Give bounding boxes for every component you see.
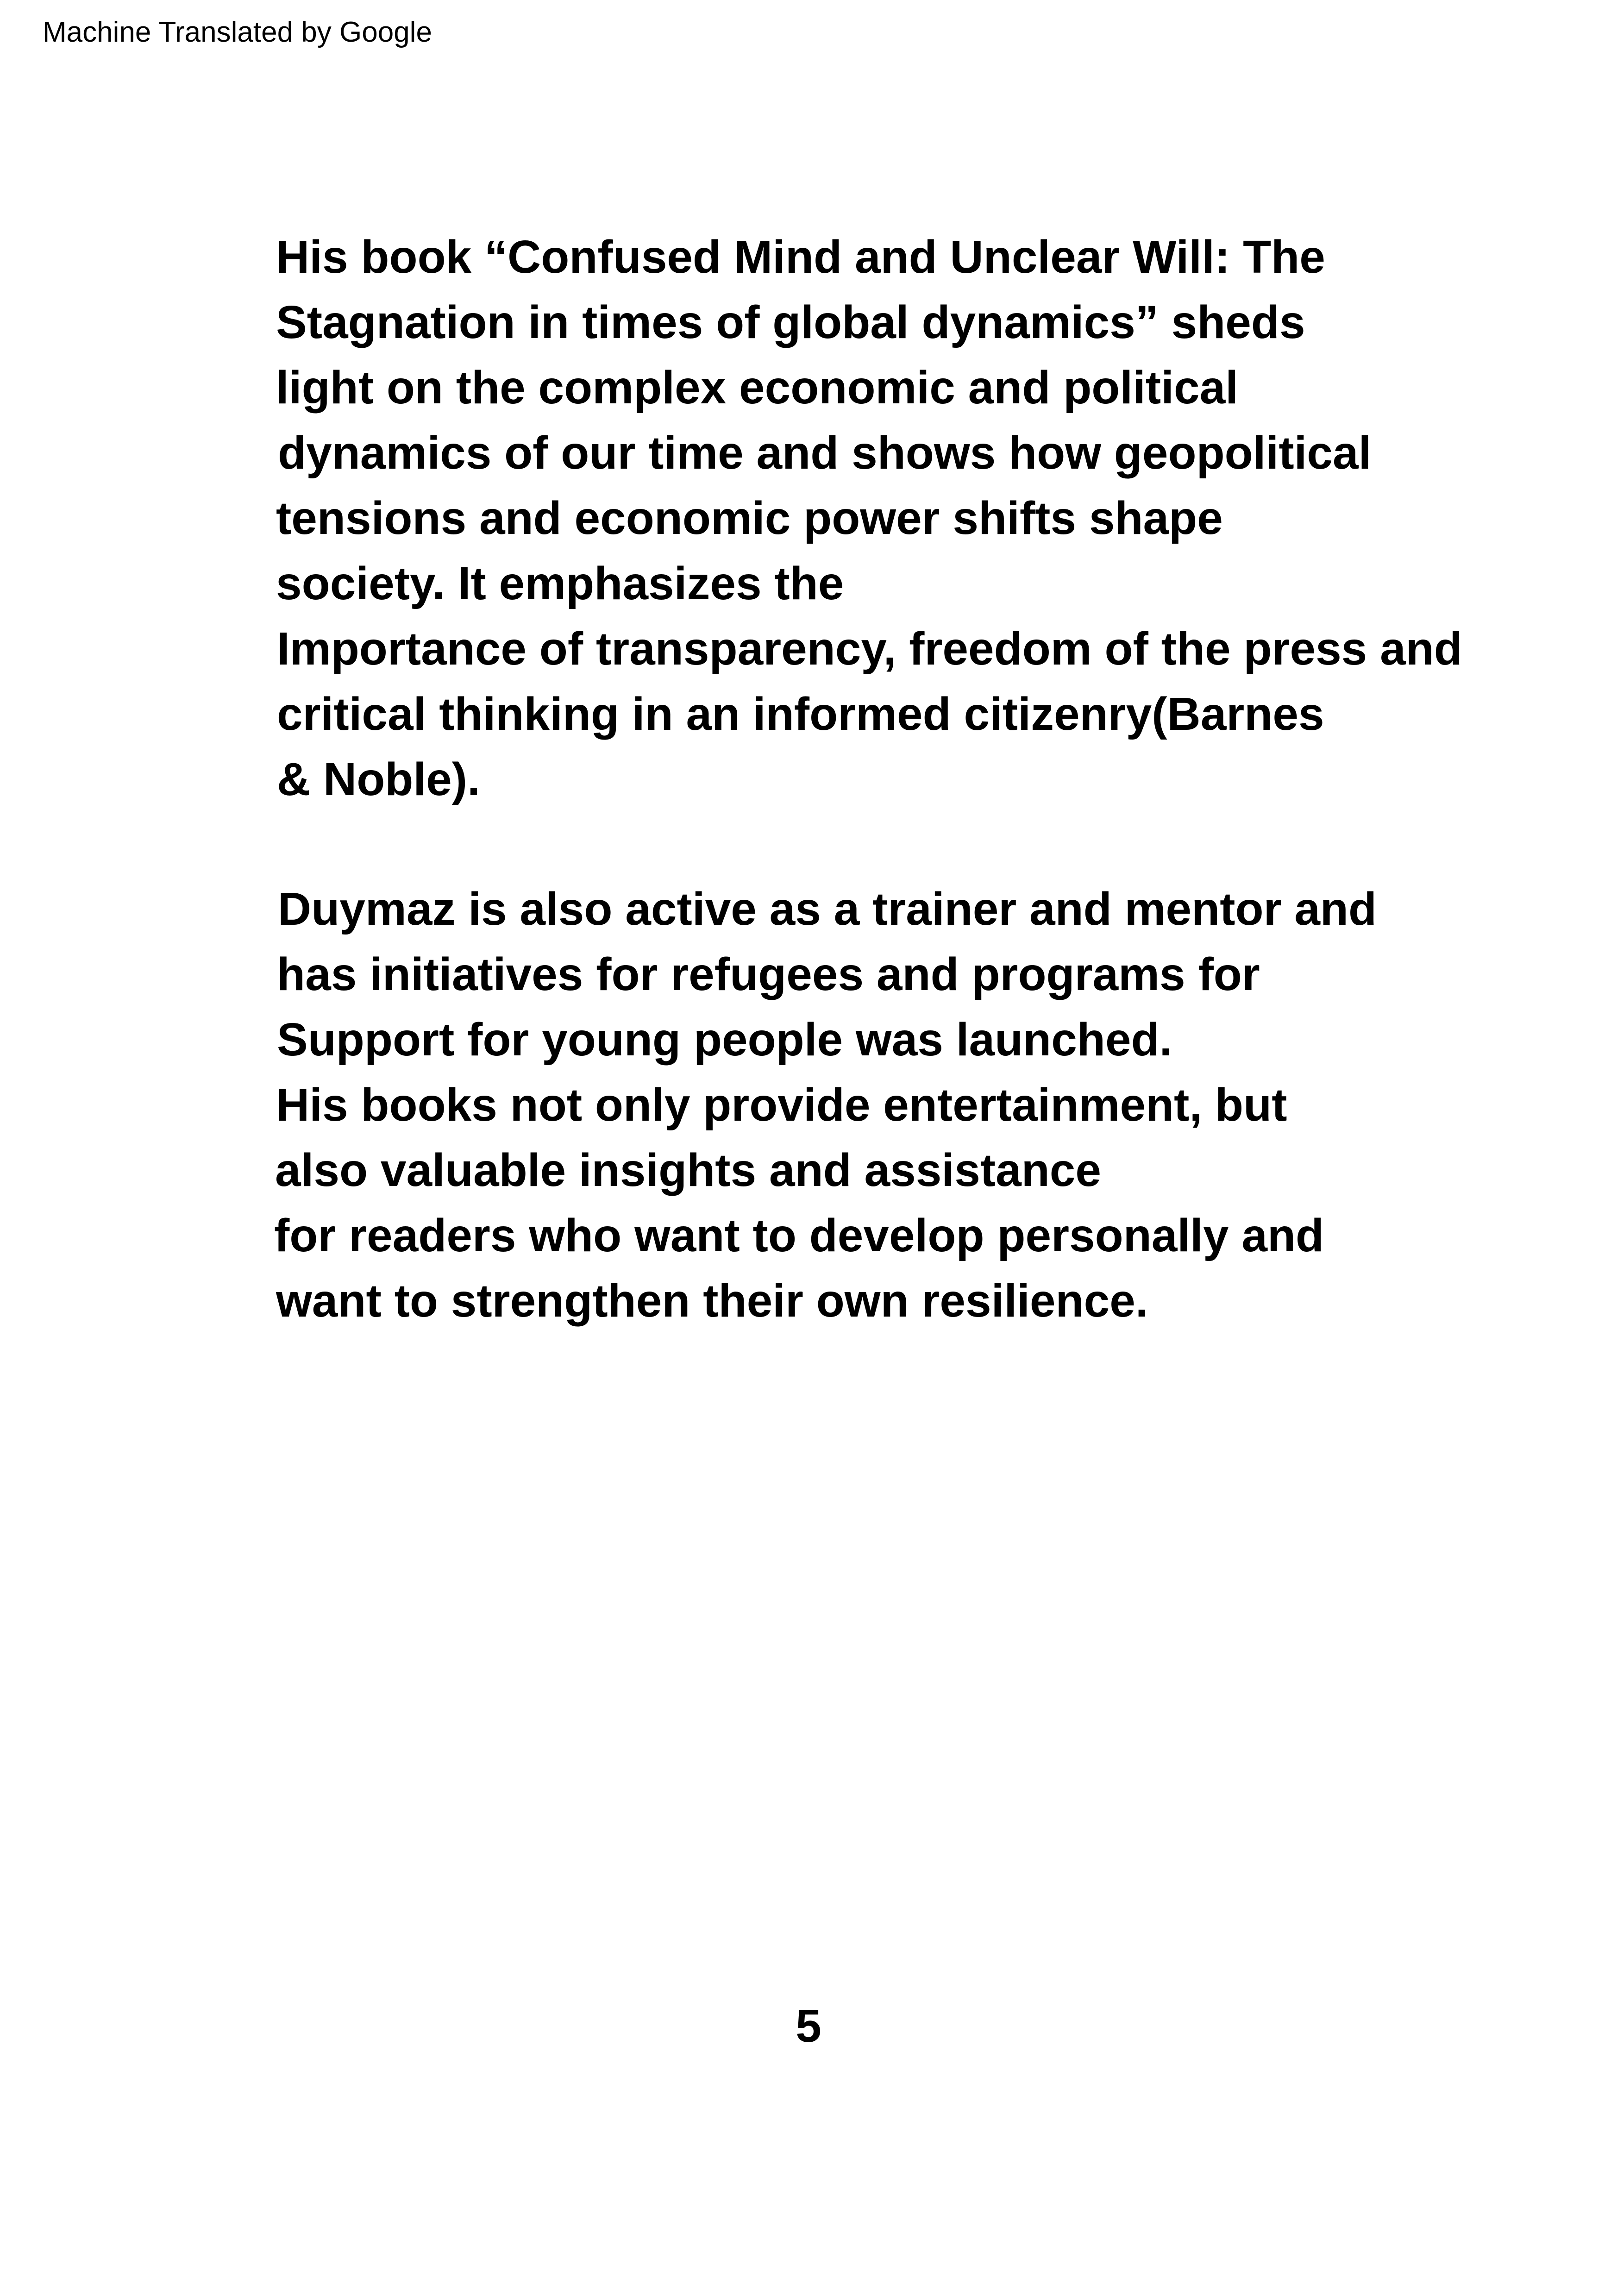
paragraph-line: Support for young people was launched. [277, 1014, 1172, 1066]
paragraph-line: dynamics of our time and shows how geopolitical [278, 427, 1372, 479]
paragraph-line: critical thinking in an informed citizenry(Barnes [277, 688, 1324, 740]
machine-translation-note: Machine Translated by Google [43, 16, 432, 48]
paragraph-line: want to strengthen their own resilience. [276, 1275, 1148, 1327]
paragraph-line: Importance of transparency, freedom of the press and [277, 623, 1462, 675]
paragraph-line: for readers who want to develop personally and [274, 1210, 1324, 1261]
paragraph-line: society. It emphasizes the [276, 558, 844, 609]
paragraph-line: His books not only provide entertainment, but [276, 1079, 1287, 1131]
paragraph-line: & Noble). [277, 753, 480, 805]
paragraph-line: has initiatives for refugees and programs for [277, 948, 1260, 1000]
paragraph-line: light on the complex economic and political [276, 362, 1239, 414]
paragraph-line: also valuable insights and assistance [275, 1144, 1102, 1196]
page-number: 5 [796, 2000, 821, 2052]
paragraph-line: Duymaz is also active as a trainer and mentor and [278, 883, 1377, 935]
paragraph-line: Stagnation in times of global dynamics” sheds [276, 296, 1305, 348]
paragraph-line: tensions and economic power shifts shape [276, 492, 1223, 544]
paragraph-line: His book “Confused Mind and Unclear Will: The [276, 231, 1325, 283]
